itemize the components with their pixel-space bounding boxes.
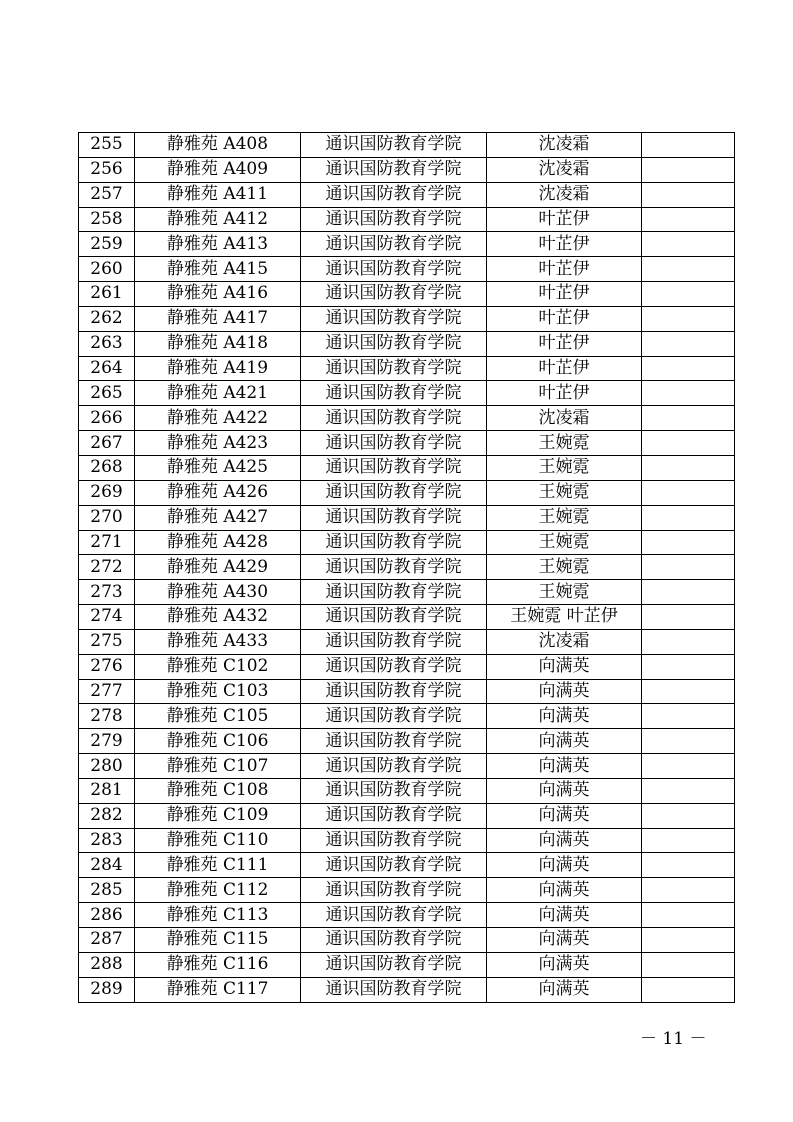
- table-row: [79, 928, 735, 953]
- row-number-cell: 268: [79, 455, 135, 480]
- room-cell: 静雅苑 A413: [135, 232, 301, 257]
- table-row: [79, 878, 735, 903]
- note-cell: [642, 505, 735, 530]
- teacher-cell: 沈凌霜: [487, 133, 642, 158]
- college-cell: 通识国防教育学院: [301, 928, 487, 953]
- room-cell: 静雅苑 A412: [135, 207, 301, 232]
- note-cell: [642, 654, 735, 679]
- college-cell: 通识国防教育学院: [301, 306, 487, 331]
- note-cell: [642, 207, 735, 232]
- teacher-cell: 王婉霓: [487, 480, 642, 505]
- college-cell: 通识国防教育学院: [301, 729, 487, 754]
- row-number-cell: 256: [79, 157, 135, 182]
- row-number-cell: 274: [79, 605, 135, 630]
- note-cell: [642, 903, 735, 928]
- teacher-cell: 向满英: [487, 778, 642, 803]
- row-number-cell: 273: [79, 580, 135, 605]
- college-cell: 通识国防教育学院: [301, 207, 487, 232]
- row-number-cell: 279: [79, 729, 135, 754]
- room-cell: 静雅苑 C111: [135, 853, 301, 878]
- teacher-cell: 叶芷伊: [487, 331, 642, 356]
- college-cell: 通识国防教育学院: [301, 952, 487, 977]
- table-row: [79, 232, 735, 257]
- note-cell: [642, 282, 735, 307]
- room-cell: 静雅苑 A409: [135, 157, 301, 182]
- table-row: [79, 555, 735, 580]
- teacher-cell: 叶芷伊: [487, 207, 642, 232]
- table-row: [79, 629, 735, 654]
- table-row: [79, 381, 735, 406]
- table-row: [79, 480, 735, 505]
- room-cell: 静雅苑 C115: [135, 928, 301, 953]
- page-number: － 11 －: [640, 1029, 707, 1049]
- note-cell: [642, 232, 735, 257]
- college-cell: 通识国防教育学院: [301, 555, 487, 580]
- room-cell: 静雅苑 C108: [135, 778, 301, 803]
- note-cell: [642, 381, 735, 406]
- teacher-cell: 向满英: [487, 977, 642, 1002]
- college-cell: 通识国防教育学院: [301, 455, 487, 480]
- note-cell: [642, 580, 735, 605]
- teacher-cell: 王婉霓: [487, 530, 642, 555]
- teacher-cell: 叶芷伊: [487, 257, 642, 282]
- table-row: [79, 679, 735, 704]
- note-cell: [642, 331, 735, 356]
- teacher-cell: 王婉霓: [487, 505, 642, 530]
- table-row: [79, 455, 735, 480]
- teacher-cell: 王婉霓: [487, 555, 642, 580]
- teacher-cell: 向满英: [487, 704, 642, 729]
- row-number-cell: 282: [79, 803, 135, 828]
- teacher-cell: 向满英: [487, 654, 642, 679]
- room-cell: 静雅苑 A415: [135, 257, 301, 282]
- room-cell: 静雅苑 A426: [135, 480, 301, 505]
- note-cell: [642, 257, 735, 282]
- note-cell: [642, 431, 735, 456]
- room-cell: 静雅苑 A433: [135, 629, 301, 654]
- college-cell: 通识国防教育学院: [301, 282, 487, 307]
- row-number-cell: 266: [79, 406, 135, 431]
- college-cell: 通识国防教育学院: [301, 679, 487, 704]
- note-cell: [642, 704, 735, 729]
- table-row: [79, 828, 735, 853]
- table-row: [79, 580, 735, 605]
- note-cell: [642, 828, 735, 853]
- note-cell: [642, 754, 735, 779]
- note-cell: [642, 778, 735, 803]
- row-number-cell: 281: [79, 778, 135, 803]
- college-cell: 通识国防教育学院: [301, 654, 487, 679]
- teacher-cell: 向满英: [487, 803, 642, 828]
- table-row: [79, 431, 735, 456]
- teacher-cell: 向满英: [487, 952, 642, 977]
- row-number-cell: 265: [79, 381, 135, 406]
- college-cell: 通识国防教育学院: [301, 778, 487, 803]
- room-cell: 静雅苑 A423: [135, 431, 301, 456]
- room-cell: 静雅苑 A430: [135, 580, 301, 605]
- room-cell: 静雅苑 C106: [135, 729, 301, 754]
- room-cell: 静雅苑 A429: [135, 555, 301, 580]
- college-cell: 通识国防教育学院: [301, 381, 487, 406]
- college-cell: 通识国防教育学院: [301, 480, 487, 505]
- room-cell: 静雅苑 A432: [135, 605, 301, 630]
- row-number-cell: 287: [79, 928, 135, 953]
- table-row: [79, 729, 735, 754]
- teacher-cell: 王婉霓: [487, 431, 642, 456]
- college-cell: 通识国防教育学院: [301, 605, 487, 630]
- note-cell: [642, 803, 735, 828]
- teacher-cell: 向满英: [487, 878, 642, 903]
- note-cell: [642, 530, 735, 555]
- room-cell: 静雅苑 C116: [135, 952, 301, 977]
- teacher-cell: 沈凌霜: [487, 157, 642, 182]
- teacher-cell: 王婉霓: [487, 580, 642, 605]
- row-number-cell: 276: [79, 654, 135, 679]
- table-row: [79, 133, 735, 158]
- note-cell: [642, 629, 735, 654]
- college-cell: 通识国防教育学院: [301, 754, 487, 779]
- teacher-cell: 叶芷伊: [487, 232, 642, 257]
- table-row: [79, 207, 735, 232]
- teacher-cell: 向满英: [487, 729, 642, 754]
- note-cell: [642, 928, 735, 953]
- college-cell: 通识国防教育学院: [301, 530, 487, 555]
- table-row: [79, 654, 735, 679]
- college-cell: 通识国防教育学院: [301, 431, 487, 456]
- row-number-cell: 278: [79, 704, 135, 729]
- college-cell: 通识国防教育学院: [301, 803, 487, 828]
- teacher-cell: 叶芷伊: [487, 282, 642, 307]
- note-cell: [642, 853, 735, 878]
- college-cell: 通识国防教育学院: [301, 133, 487, 158]
- row-number-cell: 255: [79, 133, 135, 158]
- row-number-cell: 257: [79, 182, 135, 207]
- room-cell: 静雅苑 C109: [135, 803, 301, 828]
- dormitory-assignment-table: [78, 132, 735, 1003]
- row-number-cell: 289: [79, 977, 135, 1002]
- teacher-cell: 叶芷伊: [487, 381, 642, 406]
- table-row: [79, 530, 735, 555]
- teacher-cell: 向满英: [487, 903, 642, 928]
- row-number-cell: 284: [79, 853, 135, 878]
- note-cell: [642, 356, 735, 381]
- room-cell: 静雅苑 A427: [135, 505, 301, 530]
- table-row: [79, 754, 735, 779]
- teacher-cell: 向满英: [487, 679, 642, 704]
- row-number-cell: 280: [79, 754, 135, 779]
- row-number-cell: 259: [79, 232, 135, 257]
- note-cell: [642, 306, 735, 331]
- college-cell: 通识国防教育学院: [301, 629, 487, 654]
- room-cell: 静雅苑 A408: [135, 133, 301, 158]
- room-cell: 静雅苑 C117: [135, 977, 301, 1002]
- row-number-cell: 277: [79, 679, 135, 704]
- note-cell: [642, 679, 735, 704]
- row-number-cell: 260: [79, 257, 135, 282]
- college-cell: 通识国防教育学院: [301, 977, 487, 1002]
- teacher-cell: 王婉霓 叶芷伊: [487, 605, 642, 630]
- college-cell: 通识国防教育学院: [301, 157, 487, 182]
- teacher-cell: 沈凌霜: [487, 406, 642, 431]
- college-cell: 通识国防教育学院: [301, 505, 487, 530]
- room-cell: 静雅苑 A416: [135, 282, 301, 307]
- row-number-cell: 272: [79, 555, 135, 580]
- room-cell: 静雅苑 C110: [135, 828, 301, 853]
- table-row: [79, 257, 735, 282]
- teacher-cell: 向满英: [487, 754, 642, 779]
- note-cell: [642, 729, 735, 754]
- room-cell: 静雅苑 C113: [135, 903, 301, 928]
- row-number-cell: 270: [79, 505, 135, 530]
- note-cell: [642, 133, 735, 158]
- table-row: [79, 282, 735, 307]
- note-cell: [642, 977, 735, 1002]
- room-cell: 静雅苑 A411: [135, 182, 301, 207]
- table-row: [79, 306, 735, 331]
- table-row: [79, 331, 735, 356]
- room-cell: 静雅苑 C105: [135, 704, 301, 729]
- college-cell: 通识国防教育学院: [301, 704, 487, 729]
- note-cell: [642, 878, 735, 903]
- row-number-cell: 258: [79, 207, 135, 232]
- room-cell: 静雅苑 A418: [135, 331, 301, 356]
- college-cell: 通识国防教育学院: [301, 406, 487, 431]
- teacher-cell: 叶芷伊: [487, 306, 642, 331]
- teacher-cell: 向满英: [487, 853, 642, 878]
- row-number-cell: 267: [79, 431, 135, 456]
- row-number-cell: 275: [79, 629, 135, 654]
- room-cell: 静雅苑 C107: [135, 754, 301, 779]
- row-number-cell: 283: [79, 828, 135, 853]
- note-cell: [642, 455, 735, 480]
- table-row: [79, 505, 735, 530]
- room-cell: 静雅苑 A419: [135, 356, 301, 381]
- college-cell: 通识国防教育学院: [301, 331, 487, 356]
- note-cell: [642, 605, 735, 630]
- row-number-cell: 286: [79, 903, 135, 928]
- note-cell: [642, 555, 735, 580]
- table-row: [79, 182, 735, 207]
- college-cell: 通识国防教育学院: [301, 232, 487, 257]
- room-cell: 静雅苑 C112: [135, 878, 301, 903]
- teacher-cell: 沈凌霜: [487, 629, 642, 654]
- room-cell: 静雅苑 C102: [135, 654, 301, 679]
- table-row: [79, 157, 735, 182]
- note-cell: [642, 952, 735, 977]
- row-number-cell: 269: [79, 480, 135, 505]
- row-number-cell: 285: [79, 878, 135, 903]
- college-cell: 通识国防教育学院: [301, 257, 487, 282]
- teacher-cell: 沈凌霜: [487, 182, 642, 207]
- room-cell: 静雅苑 A428: [135, 530, 301, 555]
- teacher-cell: 叶芷伊: [487, 356, 642, 381]
- table-row: [79, 952, 735, 977]
- teacher-cell: 王婉霓: [487, 455, 642, 480]
- row-number-cell: 263: [79, 331, 135, 356]
- room-cell: 静雅苑 A425: [135, 455, 301, 480]
- table-row: [79, 778, 735, 803]
- table-row: [79, 605, 735, 630]
- college-cell: 通识国防教育学院: [301, 853, 487, 878]
- note-cell: [642, 480, 735, 505]
- row-number-cell: 288: [79, 952, 135, 977]
- table-row: [79, 704, 735, 729]
- table-row: [79, 803, 735, 828]
- teacher-cell: 向满英: [487, 828, 642, 853]
- college-cell: 通识国防教育学院: [301, 878, 487, 903]
- teacher-cell: 向满英: [487, 928, 642, 953]
- room-cell: 静雅苑 A422: [135, 406, 301, 431]
- room-cell: 静雅苑 A421: [135, 381, 301, 406]
- college-cell: 通识国防教育学院: [301, 580, 487, 605]
- note-cell: [642, 406, 735, 431]
- table-row: [79, 977, 735, 1002]
- table-row: [79, 356, 735, 381]
- table-row: [79, 903, 735, 928]
- college-cell: 通识国防教育学院: [301, 356, 487, 381]
- row-number-cell: 271: [79, 530, 135, 555]
- college-cell: 通识国防教育学院: [301, 903, 487, 928]
- table-body: [79, 133, 735, 1003]
- row-number-cell: 262: [79, 306, 135, 331]
- note-cell: [642, 182, 735, 207]
- table-row: [79, 853, 735, 878]
- row-number-cell: 264: [79, 356, 135, 381]
- room-cell: 静雅苑 A417: [135, 306, 301, 331]
- room-cell: 静雅苑 C103: [135, 679, 301, 704]
- note-cell: [642, 157, 735, 182]
- row-number-cell: 261: [79, 282, 135, 307]
- table-row: [79, 406, 735, 431]
- college-cell: 通识国防教育学院: [301, 828, 487, 853]
- college-cell: 通识国防教育学院: [301, 182, 487, 207]
